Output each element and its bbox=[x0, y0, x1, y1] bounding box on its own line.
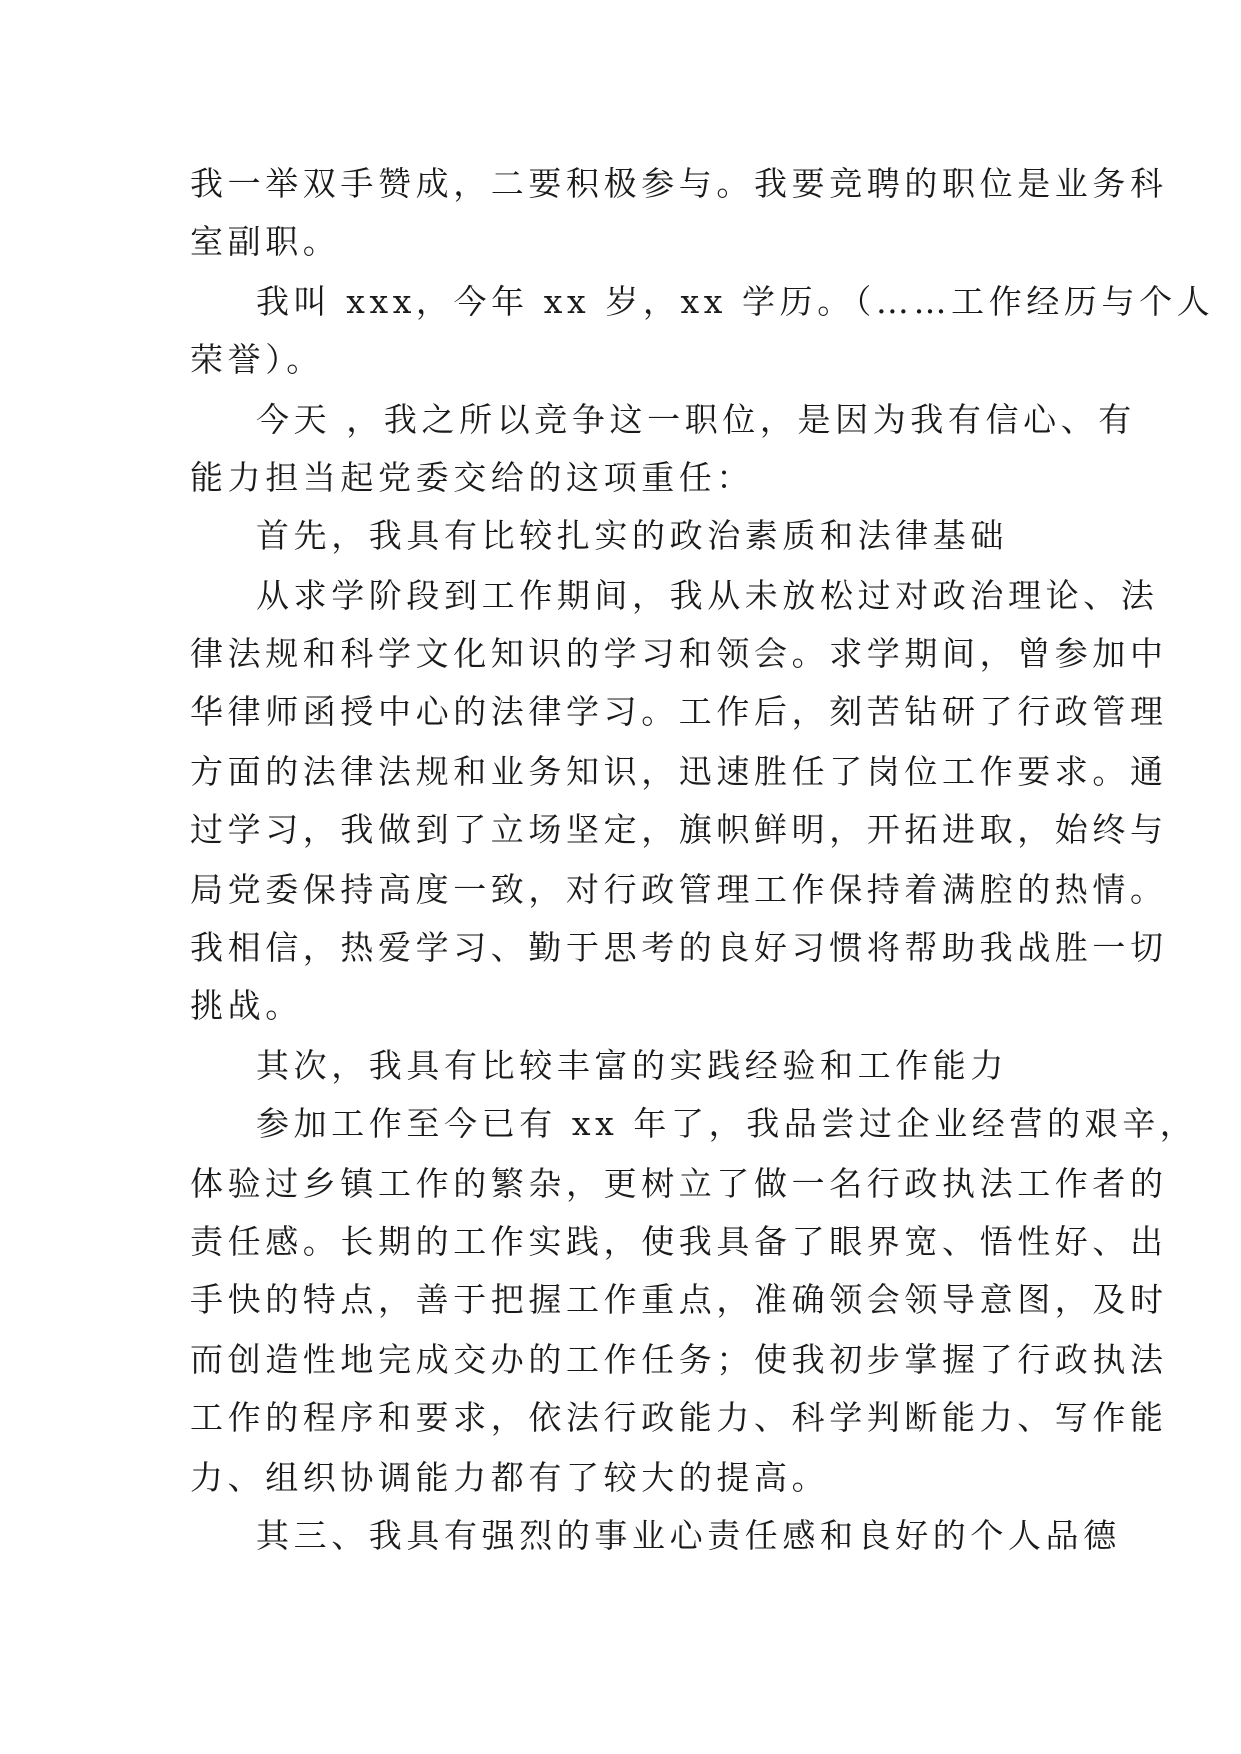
text-line: 工作的程序和要求，依法行政能力、科学判断能力、写作能 bbox=[190, 1398, 1168, 1437]
section-heading: 其三、我具有强烈的事业心责任感和良好的个人品德 bbox=[256, 1516, 1121, 1555]
paragraph-line: 参加工作至今已有 xx 年了，我品尝过企业经营的艰辛， bbox=[256, 1104, 1198, 1143]
text-line: 律法规和科学文化知识的学习和领会。求学期间，曾参加中 bbox=[190, 634, 1168, 673]
text-line: 华律师函授中心的法律学习。工作后，刻苦钻研了行政管理 bbox=[190, 692, 1168, 731]
paragraph-line: 从求学阶段到工作期间，我从未放松过对政治理论、法 bbox=[256, 576, 1159, 615]
text-line: 而创造性地完成交办的工作任务；使我初步掌握了行政执法 bbox=[190, 1340, 1168, 1379]
text-line: 手快的特点，善于把握工作重点，准确领会领导意图，及时 bbox=[190, 1280, 1168, 1319]
text-line: 局党委保持高度一致，对行政管理工作保持着满腔的热情。 bbox=[190, 870, 1168, 909]
text-line: 挑战。 bbox=[190, 986, 303, 1025]
paragraph-line: 我叫 xxx，今年 xx 岁，xx 学历。（……工作经历与个人 bbox=[256, 282, 1215, 321]
section-heading: 首先，我具有比较扎实的政治素质和法律基础 bbox=[256, 516, 1008, 555]
text-line: 室副职。 bbox=[190, 222, 341, 261]
text-line: 过学习，我做到了立场坚定，旗帜鲜明，开拓进取，始终与 bbox=[190, 810, 1168, 849]
text-line: 力、组织协调能力都有了较大的提高。 bbox=[190, 1458, 830, 1497]
text-line: 方面的法律法规和业务知识，迅速胜任了岗位工作要求。通 bbox=[190, 752, 1168, 791]
text-line: 我相信，热爱学习、勤于思考的良好习惯将帮助我战胜一切 bbox=[190, 928, 1168, 967]
text-line: 能力担当起党委交给的这项重任： bbox=[190, 458, 754, 497]
text-line: 我一举双手赞成，二要积极参与。我要竞聘的职位是业务科 bbox=[190, 164, 1168, 203]
paragraph-line: 今天 ，我之所以竞争这一职位，是因为我有信心、有 bbox=[256, 400, 1136, 439]
text-line: 责任感。长期的工作实践，使我具备了眼界宽、悟性好、出 bbox=[190, 1222, 1168, 1261]
text-line: 荣誉）。 bbox=[190, 340, 324, 379]
text-line: 体验过乡镇工作的繁杂，更树立了做一名行政执法工作者的 bbox=[190, 1164, 1168, 1203]
section-heading: 其次，我具有比较丰富的实践经验和工作能力 bbox=[256, 1046, 1008, 1085]
